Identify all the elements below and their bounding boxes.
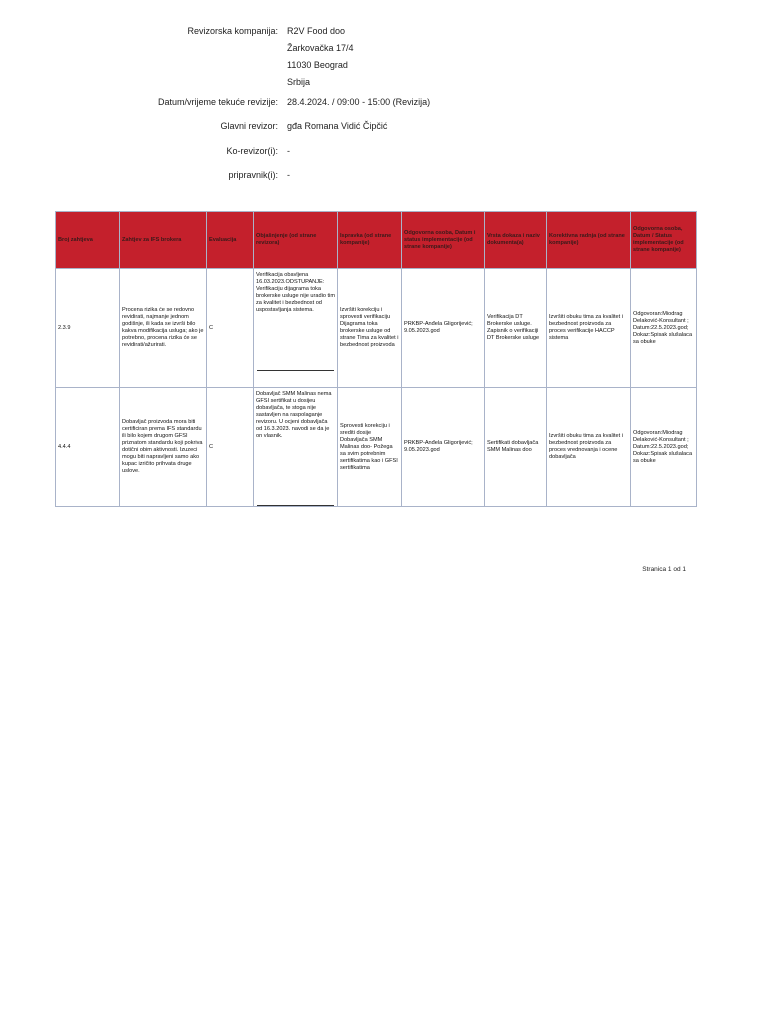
cell-correction: Sprovesti korekciju i srediti dosije Dobavljača SMM Malinas doo- Požega sa svim potrebnim sertifikatima kao i GFSI sertifikatima [338, 388, 402, 507]
table-row [56, 388, 697, 507]
cell-number: 2.3.9 [56, 269, 120, 388]
cell-evaluation: C [207, 269, 254, 388]
cell-evidence: Verifikacija DT Brokerske usluge. Zapisnik o verifikaciji DT Brokerske usluge [485, 269, 547, 388]
lead-auditor-label: Glavni revizor: [220, 121, 278, 131]
col-header-responsible-correction: Odgovorna osoba, Datum i status implementacije (od strane kompanije) [402, 212, 485, 269]
cell-correction: Izvršiti korekciju i sprovesti verifikaciju Dijagrama toka brokerske usluge od strane Tima za kvalitet i bezbednost proizvoda [338, 269, 402, 388]
col-header-responsible-action: Odgovorna osoba, Datum / Status implementacije (od strane kompanije) [631, 212, 697, 269]
signature-line [257, 505, 334, 506]
signature-line [257, 370, 334, 371]
cell-requirement: Procena rizika će se redovno revidirati, najmanje jednom godišnje, ili kada se izvrši bilo kakva modifikacija usluga; ako je potrebno, procena rizika će se revidirati/ažurirati. [120, 269, 207, 388]
datetime-label: Datum/vrijeme tekuće revizije: [157, 97, 278, 107]
co-auditor-label: Ko-revizor(i): [226, 146, 278, 156]
cell-responsible-correction: PRKBP-Anđela Gligorijević; 9.05.2023.god [402, 269, 485, 388]
col-header-corrective-action: Korektivna radnja (od strane kompanije) [547, 212, 631, 269]
cell-evaluation: C [207, 388, 254, 507]
cell-responsible-action: Odgovoran:Miodrag Delaković-Konsultant ; Datum:22.5.2023.god; Dokaz:Spisak slušalaca sa obuke [631, 388, 697, 507]
company-address [287, 23, 354, 91]
company-name: R2V Food doo [287, 26, 346, 36]
explanation-text: Dobavljač SMM Malinas nema GFSI sertifikat u dosijeu dobavljača, te stoga nije sastavljen na raspolaganje revizoru. U ocjeni dobavljača od 16.3.2023. navodi se da je on vlasnik. [256, 391, 332, 439]
col-header-explanation: Objašnjenje (od strane revizora) [254, 212, 338, 269]
trainee-label: pripravnik(i): [228, 170, 278, 180]
page-number: Stranica 1 od 1 [642, 566, 686, 573]
cell-responsible-correction: PRKBP-Anđela Gligorijević; 9.05.2023.god [402, 388, 485, 507]
cell-corrective-action: Izvršiti obuku tima za kvalitet i bezbednost proizvoda za proces vrednovanja i ocene dobavljača [547, 388, 631, 507]
cell-corrective-action: Izvršiti obuku tima za kvalitet i bezbednost proizvoda za proces verifikacije HACCP sistema [547, 269, 631, 388]
col-header-requirement: Zahtjev za IFS brokera [120, 212, 207, 269]
col-header-evidence: Vrsta dokaza i naziv dokumenta(a) [485, 212, 547, 269]
cell-explanation [254, 269, 338, 388]
explanation-text: Verifikacija obavljena 16.03.2023.ODSTUPANJE: Verifikaciju dijagrama toka brokerske usluge nije uradio tim za kvalitet i bezbednost od uspostavljanja sistema. [256, 272, 335, 313]
cell-requirement: Dobavljač proizvoda mora biti certificiran prema IFS standardu ili bilo kojem drugom GFSI priznatom standardu koji pokriva dotični obim aktivnosti. Izuzeci mogu biti napravljeni samo ako kupac izričito prihvata druge uslove. [120, 388, 207, 507]
cell-explanation [254, 388, 338, 507]
cell-number: 4.4.4 [56, 388, 120, 507]
company-street: Žarkovačka 17/4 [287, 43, 354, 53]
findings-table [55, 211, 697, 507]
cell-evidence: Sertifikati dobavljača SMM Malinas doo [485, 388, 547, 507]
company-label: Revizorska kompanija: [187, 26, 278, 36]
trainee-value: - [287, 170, 290, 180]
table-header-row [56, 212, 697, 269]
cell-responsible-action: Odgovoran:Miodrag Delaković-Konsultant ; Datum:22.5.2023.god; Dokaz:Spisak slušalaca sa obuke [631, 269, 697, 388]
company-country: Srbija [287, 77, 311, 87]
col-header-evaluation: Evaluacija [207, 212, 254, 269]
company-city: 11030 Beograd [287, 60, 348, 70]
co-auditor-value: - [287, 146, 290, 156]
col-header-number: Broj zahtjeva [56, 212, 120, 269]
col-header-correction: Ispravka (od strane kompanije) [338, 212, 402, 269]
table-row [56, 269, 697, 388]
lead-auditor-value: gđa Romana Vidić Čipčić [287, 121, 388, 131]
datetime-value: 28.4.2024. / 09:00 - 15:00 (Revizija) [287, 97, 431, 107]
